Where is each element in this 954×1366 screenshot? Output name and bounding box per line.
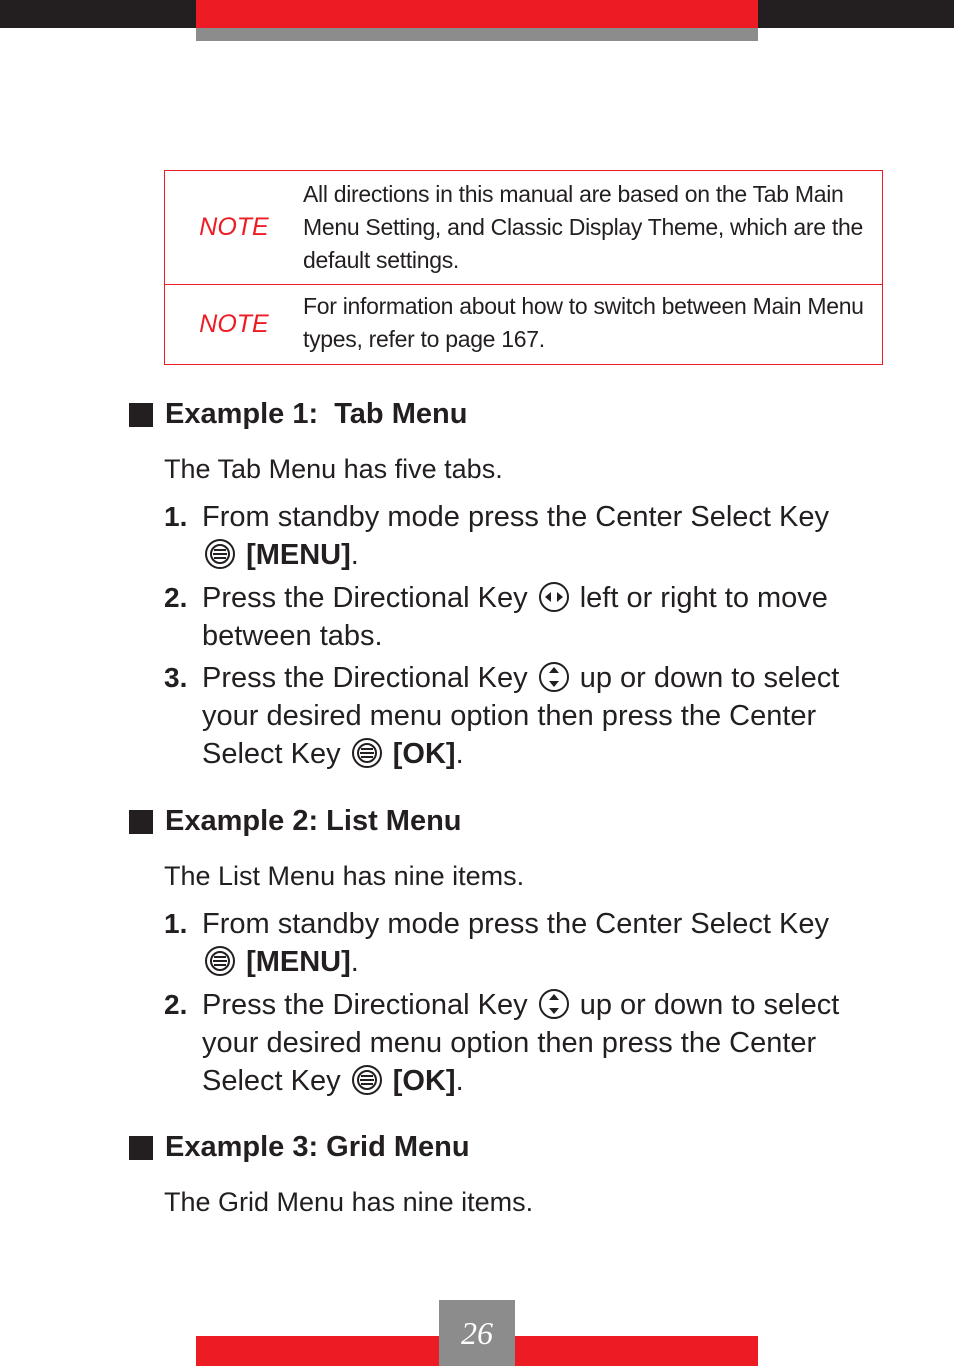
- note-text: All directions in this manual are based on the Tab Main Menu Setting, and Classic Display Theme, which are the default settings.: [303, 181, 863, 273]
- directional-key-up-down-icon: [538, 988, 570, 1020]
- step-text-pre: Press the Directional Key: [202, 582, 528, 614]
- note-label: NOTE: [199, 310, 269, 338]
- step-number: 1.: [164, 501, 188, 532]
- menu-key-label: [MENU]: [246, 539, 351, 571]
- directional-key-up-down-icon: [538, 661, 570, 693]
- example-1-step-2: [164, 579, 884, 655]
- step-text-post: left or right to move between tabs.: [202, 582, 828, 652]
- step-text-body: From standby mode press the Center Select Key: [202, 501, 830, 533]
- example-2-heading-text: Example 2: List Menu: [165, 805, 462, 837]
- page-number-box: [439, 1300, 515, 1366]
- step-text-body: From standby mode press the Center Select Key: [202, 908, 830, 940]
- example-1-heading: [129, 398, 467, 431]
- step-text-post: up or down to select your desired menu option then press the Center Select Key: [202, 662, 840, 770]
- example-2-step-2: [164, 986, 884, 1100]
- step-end: .: [350, 539, 359, 571]
- heading-square-icon: [129, 1136, 153, 1160]
- example-1-step-1: [164, 498, 884, 574]
- step-text-pre: Press the Directional Key: [202, 662, 528, 694]
- ok-key-label: [OK]: [392, 738, 456, 770]
- heading-square-icon: [129, 810, 153, 834]
- header-bar-red: [196, 0, 758, 28]
- step-text-post: up or down to select your desired menu option then press the Center Select Key: [202, 989, 840, 1097]
- example-1-step-3: [164, 659, 884, 773]
- step-text: [202, 659, 884, 773]
- note-row: [165, 284, 882, 364]
- heading-square-icon: [129, 403, 153, 427]
- step-number: 2.: [164, 989, 188, 1020]
- footer-bar-right: [515, 1336, 758, 1366]
- footer-bar-left: [196, 1336, 439, 1366]
- example-3-heading: [129, 1131, 470, 1164]
- step-end: .: [350, 946, 359, 978]
- center-select-key-icon: [204, 945, 236, 977]
- step-text: [202, 986, 884, 1100]
- step-number: 1.: [164, 908, 188, 939]
- example-2-step-1: [164, 905, 884, 981]
- step-end: .: [455, 1065, 464, 1097]
- step-text-pre: Press the Directional Key: [202, 989, 528, 1021]
- note-text: For information about how to switch between Main Menu types, refer to page 167.: [303, 293, 864, 352]
- note-row: [165, 171, 882, 284]
- example-3-intro: The Grid Menu has nine items.: [164, 1187, 534, 1217]
- center-select-key-icon: [204, 538, 236, 570]
- example-1-intro: The Tab Menu has five tabs.: [164, 454, 503, 484]
- step-number: 2.: [164, 582, 188, 613]
- step-number: 3.: [164, 662, 188, 693]
- header-bar-gray: [196, 28, 758, 41]
- center-select-key-icon: [351, 737, 383, 769]
- menu-key-label: [MENU]: [246, 946, 351, 978]
- step-text: [202, 579, 884, 655]
- step-text: [202, 498, 884, 574]
- example-2-intro: The List Menu has nine items.: [164, 861, 525, 891]
- page-number: 26: [461, 1314, 493, 1351]
- note-label: NOTE: [199, 213, 269, 241]
- header-bar-left: [0, 0, 196, 28]
- example-1-heading-text: Example 1: Tab Menu: [165, 398, 468, 430]
- step-text: [202, 905, 884, 981]
- ok-key-label: [OK]: [392, 1065, 456, 1097]
- step-end: .: [455, 738, 464, 770]
- example-2-heading: [129, 805, 462, 838]
- example-3-heading-text: Example 3: Grid Menu: [165, 1131, 470, 1163]
- center-select-key-icon: [351, 1064, 383, 1096]
- directional-key-left-right-icon: [538, 581, 570, 613]
- header-bar-right: [758, 0, 954, 28]
- notes-table: [164, 170, 883, 365]
